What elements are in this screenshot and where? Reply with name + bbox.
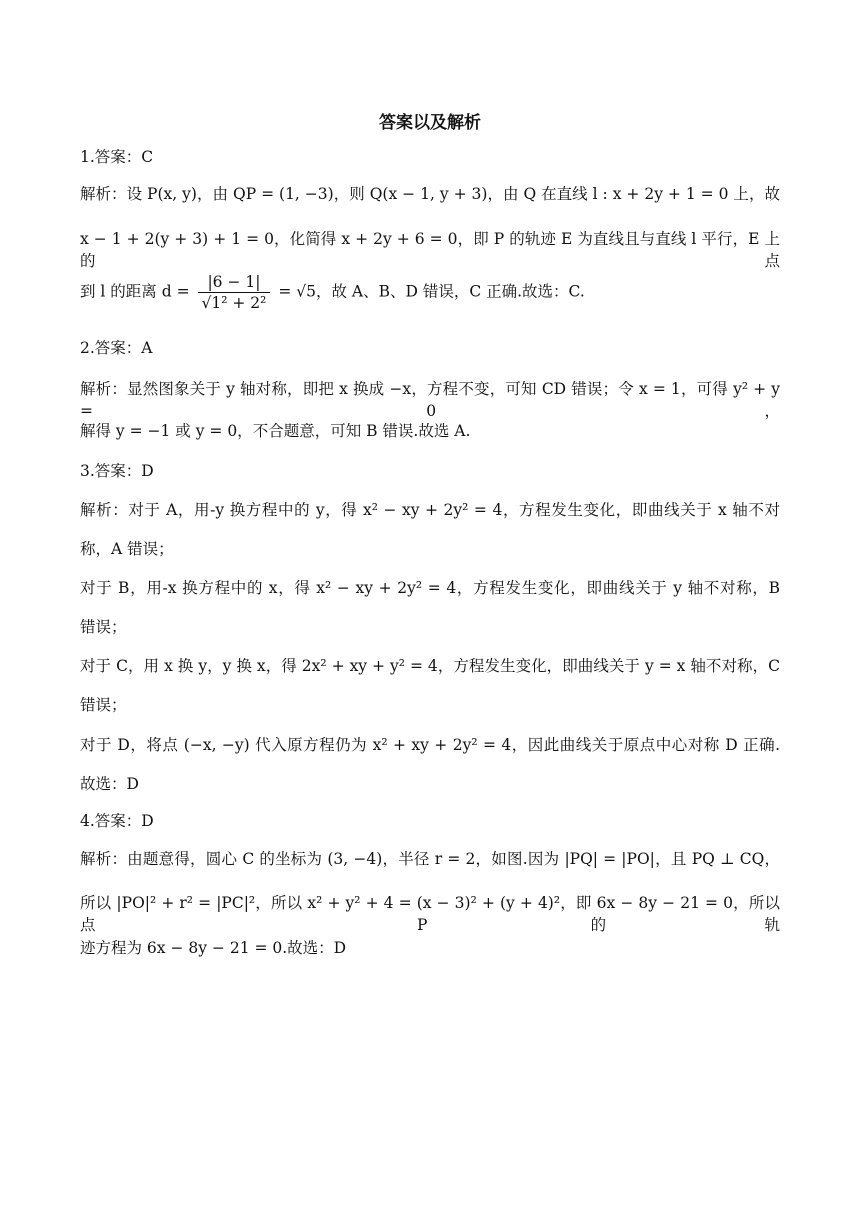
q3-analysis-line-4: 错误； xyxy=(80,618,127,636)
fraction-numerator: |6 − 1| xyxy=(198,272,271,293)
q2-answer: 2.答案：A xyxy=(80,339,153,357)
q4-analysis-line-2: 所以 |PO|² + r² = |PC|²，所以 x² + y² + 4 = (x − 3)² + (y + 4)²，即 6x − 8y − 21 = 0，所以点 P 的轨 xyxy=(80,894,780,934)
q1-analysis-line-3 xyxy=(80,272,585,313)
q3-answer: 3.答案：D xyxy=(80,462,154,480)
q1-distance-suffix: = √5，故 A、B、D 错误，C 正确.故选：C. xyxy=(278,282,585,301)
q1-answer: 1.答案：C xyxy=(80,148,154,166)
fraction-denominator: √1² + 2² xyxy=(201,294,267,312)
q1-analysis-line-2: x − 1 + 2(y + 3) + 1 = 0，化简得 x + 2y + 6 = 0，即 P 的轨迹 E 为直线且与直线 l 平行，E 上的点 xyxy=(80,230,780,270)
q3-analysis-line-6: 错误； xyxy=(80,696,127,714)
q3-analysis-line-7: 对于 D，将点 (−x, −y) 代入原方程仍为 x² + xy + 2y² = 4，因此曲线关于原点中心对称 D 正确. xyxy=(80,736,780,754)
q4-analysis-line-3: 迹方程为 6x − 8y − 21 = 0.故选：D xyxy=(80,939,347,957)
q1-distance-prefix: 到 l 的距离 d = xyxy=(80,282,190,301)
distance-fraction xyxy=(198,272,271,313)
q3-analysis-line-8: 故选：D xyxy=(80,775,139,793)
q4-answer: 4.答案：D xyxy=(80,812,154,830)
q3-analysis-line-3: 对于 B，用-x 换方程中的 x，得 x² − xy + 2y² = 4，方程发生变化，即曲线关于 y 轴不对称，B xyxy=(80,579,780,597)
q2-analysis-line-1: 解析：显然图象关于 y 轴对称，即把 x 换成 −x，方程不变，可知 CD 错误；令 x = 1，可得 y² + y = 0， xyxy=(80,380,780,420)
q3-analysis-line-2: 称，A 错误； xyxy=(80,540,174,558)
q1-analysis-line-1: 解析：设 P(x, y)，由 QP = (1, −3)，则 Q(x − 1, y + 3)，由 Q 在直线 l : x + 2y + 1 = 0 上，故 xyxy=(80,185,780,203)
q2-analysis-line-2: 解得 y = −1 或 y = 0，不合题意，可知 B 错误.故选 A. xyxy=(80,422,471,440)
q3-analysis-line-5: 对于 C，用 x 换 y，y 换 x，得 2x² + xy + y² = 4，方程发生变化，即曲线关于 y = x 轴不对称，C xyxy=(80,657,780,675)
q4-analysis-line-1: 解析：由题意得，圆心 C 的坐标为 (3, −4)，半径 r = 2，如图.因为 |PQ| = |PO|，且 PQ ⊥ CQ， xyxy=(80,850,780,868)
q3-analysis-line-1: 解析：对于 A，用-y 换方程中的 y，得 x² − xy + 2y² = 4，方程发生变化，即曲线关于 x 轴不对 xyxy=(80,501,780,519)
page-title: 答案以及解析 xyxy=(379,113,481,133)
